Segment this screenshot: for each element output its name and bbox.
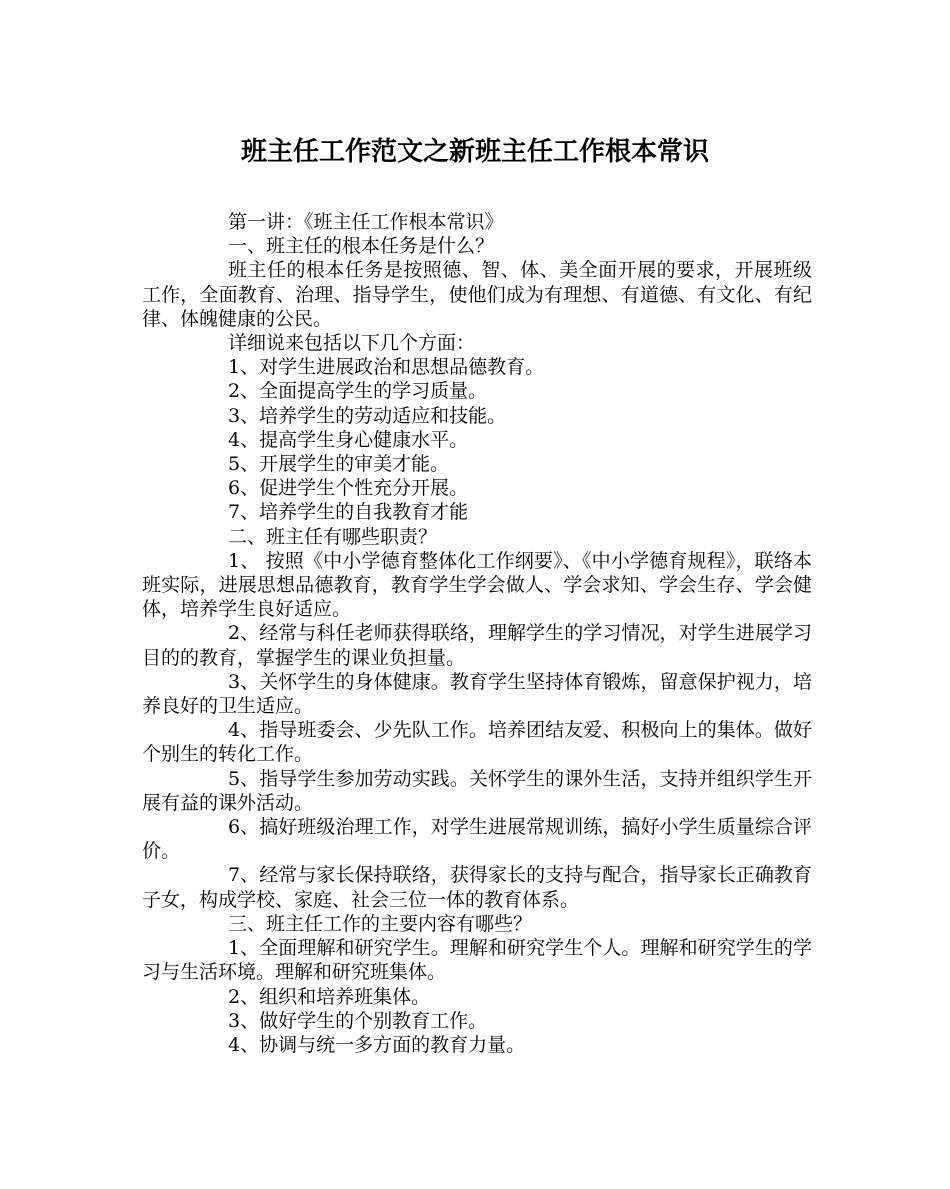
list-item: 4、提高学生身心健康水平。 [228,428,469,451]
list-item: 5、指导学生参加劳动实践。关怀学生的课外生活，支持并组织学生开展有益的课外活动。 [142,767,812,814]
paragraph: 第一讲：《班主任工作根本常识》 [228,211,504,233]
list-item: 1、 按照《中小学德育整体化工作纲要》、《中小学德育规程》，联络本班实际，进展思想品德教育，教育学生学会做人、学会求知、学会生存、学会健体，培养学生良好适应。 [142,549,812,621]
paragraph: 班主任的根本任务是按照德、智、体、美全面开展的要求，开展班级工作，全面教育、治理、指导学生，使他们成为有理想、有道德、有文化、有纪律、体魄健康的公民。 [142,259,812,330]
list-item: 4、协调与统一多方面的教育力量。 [228,1033,526,1056]
list-item: 5、开展学生的审美才能。 [228,453,450,476]
list-item: 3、培养学生的劳动适应和技能。 [228,404,507,427]
list-item: 3、关怀学生的身体健康。教育学生坚持体育锻炼，留意保护视力，培养良好的卫生适应。 [142,670,812,718]
paragraph: 详细说来包括以下几个方面： [228,332,476,355]
list-item: 1、全面理解和研究学生。理解和研究学生个人。理解和研究学生的学习与生活环境。理解和研究班集体。 [142,937,812,984]
list-item: 2、组织和培养班集体。 [228,985,431,1008]
document-title: 班主任工作范文之新班主任工作根本常识 [240,137,709,167]
paragraph: 一、班主任的根本任务是什么？ [228,235,495,258]
list-item: 2、经常与科任老师获得联络，理解学生的学习情况，对学生进展学习目的的教育，掌握学生的课业负担量。 [142,622,812,669]
list-item: 2、全面提高学生的学习质量。 [228,380,488,403]
list-item: 7、经常与家长保持联络，获得家长的支持与配合，指导家长正确教育子女，构成学校、家庭、社会三位一体的教育体系。 [142,864,812,911]
document-body [142,210,812,1057]
list-item: 3、做好学生的个别教育工作。 [228,1009,488,1032]
list-item: 4、指导班委会、少先队工作。培养团结友爱、积极向上的集体。做好个别生的转化工作。 [142,719,812,766]
list-item: 1、对学生进展政治和思想品德教育。 [228,356,545,379]
list-item: 6、促进学生个性充分开展。 [228,477,469,500]
list-item: 7、培养学生的自我教育才能 [228,501,469,524]
section-heading: 二、班主任有哪些职责？ [228,525,438,548]
list-item: 6、搞好班级治理工作，对学生进展常规训练，搞好小学生质量综合评价。 [142,816,812,863]
section-heading: 三、班主任工作的主要内容有哪些？ [228,912,533,935]
